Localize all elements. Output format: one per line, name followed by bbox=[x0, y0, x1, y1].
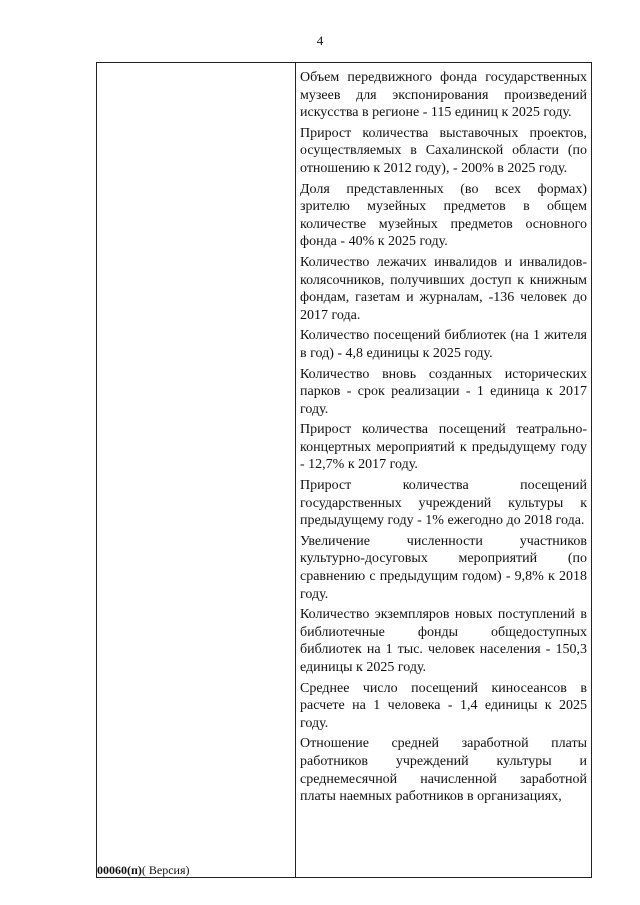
indicators-table bbox=[96, 62, 592, 878]
indicator-paragraph: Количество экземпляров новых поступлений в библиотечные фонды общедоступных библиотек на 1 тыс. человек населения - 150,3 единицы к 2025 году. bbox=[300, 607, 587, 675]
indicator-paragraph: Прирост количества посещений государственных учреждений культуры к предыдущему году - 1% ежегодно до 2018 года. bbox=[300, 478, 587, 529]
indicator-paragraph: Прирост количества выставочных проектов, осуществляемых в Сахалинской области (по отношению к 2012 году), - 200% в 2025 году. bbox=[300, 125, 587, 176]
table-left-column bbox=[97, 63, 296, 877]
indicator-paragraph: Доля представленных (во всех формах) зрителю музейных предметов в общем количестве музейных предметов основного фонда - 40% к 2025 году. bbox=[300, 181, 587, 250]
indicator-paragraph: Количество посещений библиотек (на 1 жителя в год) - 4,8 единицы к 2025 году. bbox=[300, 328, 587, 361]
document-code: 00060(п) bbox=[97, 863, 142, 877]
document-footer bbox=[97, 863, 190, 878]
indicator-paragraph: Прирост количества посещений театрально-концертных мероприятий к предыдущему году - 12,7% к 2017 году. bbox=[300, 422, 587, 473]
indicator-paragraph: Количество вновь созданных исторических парков - срок реализации - 1 единица к 2017 году. bbox=[300, 366, 587, 417]
indicator-paragraph: Увеличение численности участников культурно-досуговых мероприятий (по сравнению с предыдущим годом) - 9,8% к 2018 году. bbox=[300, 533, 587, 602]
indicator-paragraph: Количество лежачих инвалидов и инвалидов-колясочников, получивших доступ к книжным фондам, газетам и журналам, -136 человек до 2017 года. bbox=[300, 254, 587, 323]
table-right-column bbox=[300, 69, 587, 809]
document-version: ( Версия) bbox=[141, 863, 190, 877]
page-number: 4 bbox=[316, 33, 324, 48]
indicator-paragraph: Объем передвижного фонда государственных музеев для экспонирования произведений искусства в регионе - 115 единиц к 2025 году. bbox=[300, 70, 587, 121]
indicator-paragraph: Среднее число посещений киносеансов в расчете на 1 человека - 1,4 единицы к 2025 году. bbox=[300, 680, 587, 731]
indicator-paragraph: Отношение средней заработной платы работников учреждений культуры и среднемесячной начисленной заработной платы наемных работников в организациях, bbox=[300, 736, 587, 805]
